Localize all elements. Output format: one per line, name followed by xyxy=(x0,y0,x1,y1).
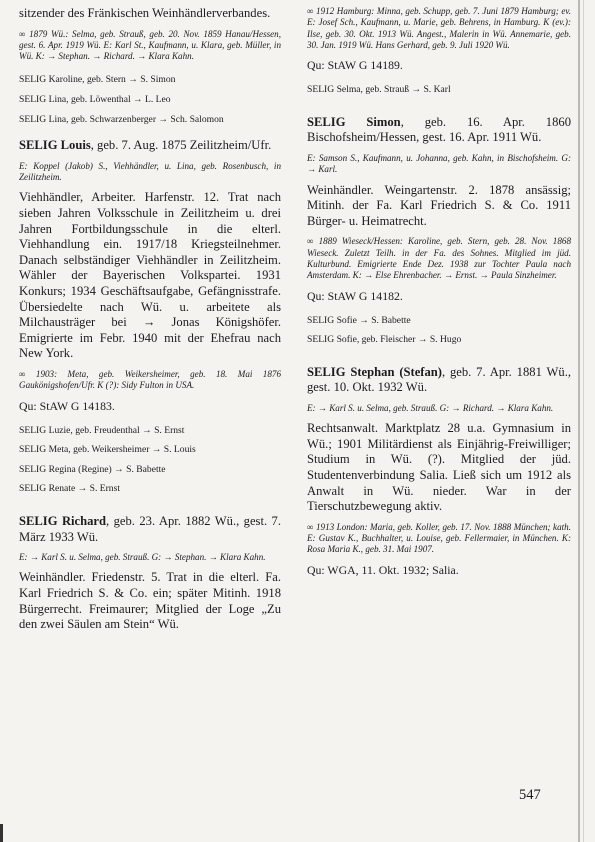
page-edge-line xyxy=(583,0,584,842)
source-reference: Qu: StAW G 14189. xyxy=(307,58,403,73)
marriage-note: ∞ 1903: Meta, geb. Weikersheimer, geb. 18. Mai 1876 Gaukönigshofen/Ufr. K (?): Sidy Fulton in USA. xyxy=(19,368,281,391)
entry-body: Viehhändler, Arbeiter. Harfenstr. 12. Trat nach sieben Jahren Volksschule in Zeilitzheim u. drei Jahren Fortbildungsschule in die elterl. Viehhandlung ein. 1917/18 Kriegsteilnehmer. Danach selbständiger Viehhändler in Zeilitzheim. Wähler der Bayerischen Volkspartei. 1931 Konkurs; 1934 Geschäftsaufgabe, Gefängnisstrafe. Übersiedelte nach Wü. u. arbeitete als Milchausträger bei → Jonas Königshöfer. Emigrierte im Febr. 1940 mit der Ehefrau nach New York. xyxy=(19,190,281,361)
marriage-note: ∞ 1889 Wieseck/Hessen: Karoline, geb. Stern, geb. 28. Nov. 1868 Wieseck. Zuletzt Teilh. in der Fa. des Sohnes. Mitglied im jüd. Kulturbund. Emigrierte Ende Dez. 1938 zur Tochter Paula nach Amsterdam. K: → Else Ehrenbacher. → Ernst. → Paula Sinzheimer. xyxy=(307,236,571,281)
entry-heading: SELIG Stephan (Stefan), geb. 7. Apr. 1881 Wü., gest. 10. Okt. 1932 Wü. xyxy=(307,364,571,395)
entry-heading: SELIG Louis, geb. 7. Aug. 1875 Zeilitzheim/Ufr. xyxy=(19,138,272,153)
entry-body: Rechtsanwalt. Marktplatz 28 u.a. Gymnasium in Wü.; 1901 Militärdienst als Einjährig-Freiwilliger; Studium in Wü. (?). Mitglied der jüd. Studentenverbindung Salia. Ließ sich um 1912 als Anwalt in Wü. nieder. War in der Tierschutzbewegung aktiv. xyxy=(307,421,571,514)
left-column xyxy=(19,6,281,633)
cross-reference: SELIG Regina (Regine) → S. Babette xyxy=(19,463,166,475)
source-reference: Qu: StAW G 14183. xyxy=(19,398,115,413)
parents-note: E: Samson S., Kaufmann, u. Johanna, geb. Kahn, in Bischofsheim. G: → Karl. xyxy=(307,152,571,175)
cross-reference: SELIG Sofie → S. Babette xyxy=(307,314,411,326)
parents-note: E: Koppel (Jakob) S., Viehhändler, u. Lina, geb. Rosenbusch, in Zeilitzheim. xyxy=(19,160,281,183)
entry-body: Weinhändler. Friedenstr. 5. Trat in die elterl. Fa. Karl Friedrich S. & Co. ein; später Mitinh. 1918 Bürgerrecht. Freimaurer; Mitglied der Loge „Zu den zwei Säulen am Stein“ Wü. xyxy=(19,570,281,632)
cross-reference: SELIG Selma, geb. Strauß → S. Karl xyxy=(307,84,451,96)
cross-reference: SELIG Renate → S. Ernst xyxy=(19,483,120,495)
paragraph: sitzender des Fränkischen Weinhändlerverbandes. xyxy=(19,6,271,20)
cross-reference: SELIG Luzie, geb. Freudenthal → S. Ernst xyxy=(19,424,185,436)
marriage-note: ∞ 1913 London: Maria, geb. Koller, geb. 17. Nov. 1888 München; kath. E: Gustav K., Buchhalter, u. Louise, geb. Fellermaier, in München. K: Rosa Maria K., geb. 31. Mai 1907. xyxy=(307,521,571,555)
cross-reference: SELIG Sofie, geb. Fleischer → S. Hugo xyxy=(307,334,462,346)
entry-heading: SELIG Richard, geb. 23. Apr. 1882 Wü., gest. 7. März 1933 Wü. xyxy=(19,513,281,544)
page-corner-mark xyxy=(0,824,3,842)
marriage-note: ∞ 1879 Wü.: Selma, geb. Strauß, geb. 20. Nov. 1859 Hanau/Hessen, gest. 6. Apr. 1919 Wü. E: Karl St., Kaufmann, u. Klara, geb. Müller, in Wü. K: → Stephan. → Richard. → Klara Kahn. xyxy=(19,28,281,62)
source-reference: Qu: WGA, 11. Okt. 1932; Salia. xyxy=(307,562,459,577)
parents-note: E: → Karl S. u. Selma, geb. Strauß. G: → Stephan. → Klara Kahn. xyxy=(19,552,266,563)
right-column xyxy=(307,6,571,577)
cross-reference: SELIG Lina, geb. Löwenthal → L. Leo xyxy=(19,94,171,106)
entry-heading: SELIG Simon, geb. 16. Apr. 1860 Bischofsheim/Hessen, gest. 16. Apr. 1911 Wü. xyxy=(307,114,571,145)
source-reference: Qu: StAW G 14182. xyxy=(307,288,403,303)
entry-body: Weinhändler. Weingartenstr. 2. 1878 ansässig; Mitinh. der Fa. Karl Friedrich S. & Co. 1911 Bürger- u. Heimatrecht. xyxy=(307,182,571,228)
cross-reference: SELIG Karoline, geb. Stern → S. Simon xyxy=(19,74,176,86)
page-edge-shadow xyxy=(578,0,580,842)
cross-reference: SELIG Meta, geb. Weikersheimer → S. Louis xyxy=(19,444,196,456)
page-number: 547 xyxy=(519,787,541,803)
marriage-note: ∞ 1912 Hamburg: Minna, geb. Schupp, geb. 7. Juni 1879 Hamburg; ev. E: Josef Sch., Kaufmann, u. Marie, geb. Behrens, in Hamburg. K (ev.): Ilse, geb. 30. Okt. 1913 Wü. Angest., Malerin in Wü. Annemarie, geb. 30. Jan. 1919 Wü. Hans Gerhard, geb. 9. Juli 1920 Wü. xyxy=(307,6,571,50)
parents-note: E: → Karl S. u. Selma, geb. Strauß. G: → Richard. → Klara Kahn. xyxy=(307,402,554,413)
cross-reference: SELIG Lina, geb. Schwarzenberger → Sch. Salomon xyxy=(19,113,224,125)
